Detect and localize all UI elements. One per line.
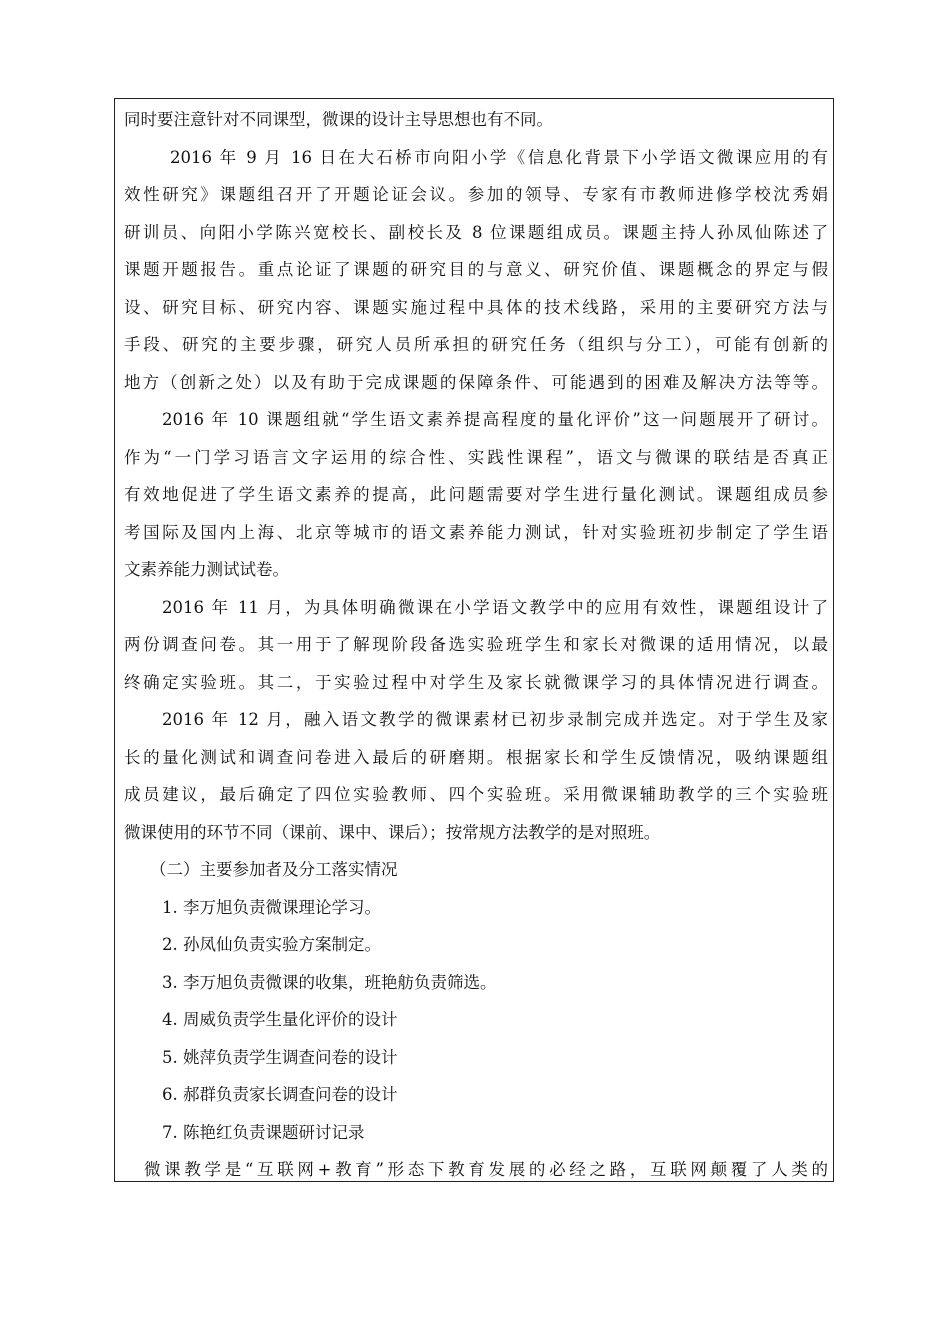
text-line: 2016 年 12 月，融入语文教学的微课素材已初步录制完成并选定。对于学生及家 (162, 710, 828, 729)
section-heading: （二）主要参加者及分工落实情况 (150, 860, 398, 879)
text-line: 作为“一门学习语言文字运用的综合性、实践性课程”，语文与微课的联结是否真正 (124, 447, 828, 467)
text-line: 研训员、向阳小学陈兴宽校长、副校长及 8 位课题组成员。课题主持人孙凤仙陈述了 (124, 222, 828, 242)
text-line: 效性研究》课题组召开了开题论证会议。参加的领导、专家有市教师进修学校沈秀娟 (124, 185, 828, 204)
text-line: 两份调查问卷。其一用于了解现阶段备选实验班学生和家长对微课的适用情况，以最 (124, 635, 828, 654)
text-line: 2016 年 9 月 16 日在大石桥市向阳小学《信息化背景下小学语文微课应用的有 (170, 147, 828, 167)
text-line: 同时要注意针对不同课型，微课的设计主导思想也有不同。 (124, 110, 553, 129)
text-line: 微课教学是“互联网+教育”形态下教育发展的必经之路，互联网颠覆了人类的 (144, 1160, 828, 1179)
text-line: 终确定实验班。其二，于实验过程中对学生及家长就微课学习的具体情况进行调查。 (124, 672, 828, 692)
text-line: 有效地促进了学生语文素养的提高，此问题需要对学生进行量化测试。课题组成员参 (124, 485, 828, 504)
list-item: 2. 孙凤仙负责实验方案制定。 (162, 935, 381, 954)
text-line: 地方（创新之处）以及有助于完成课题的保障条件、可能遇到的困难及解决方法等等。 (124, 372, 828, 392)
text-line: 成员建议，最后确定了四位实验教师、四个实验班。采用微课辅助教学的三个实验班 (124, 785, 828, 804)
list-item: 1. 李万旭负责微课理论学习。 (162, 897, 381, 917)
list-item: 3. 李万旭负责微课的收集，班艳舫负责筛选。 (162, 972, 497, 992)
text-line: 文素养能力测试试卷。 (124, 560, 289, 579)
text-line: 微课使用的环节不同（课前、课中、课后）；按常规方法教学的是对照班。 (124, 822, 661, 842)
list-item: 6. 郝群负责家长调查问卷的设计 (162, 1085, 398, 1104)
text-line: 考国际及国内上海、北京等城市的语文素养能力测试，针对实验班初步制定了学生语 (124, 522, 828, 542)
text-line: 2016 年 11 月，为具体明确微课在小学语文教学中的应用有效性，课题组设计了 (162, 597, 828, 617)
document-body (124, 101, 828, 1189)
text-line: 长的量化测试和调查问卷进入最后的研磨期。根据家长和学生反馈情况，吸纳课题组 (124, 747, 828, 767)
list-item: 4. 周威负责学生量化评价的设计 (162, 1010, 398, 1029)
list-item: 5. 姚萍负责学生调查问卷的设计 (162, 1047, 398, 1067)
text-line: 设、研究目标、研究内容、课题实施过程中具体的技术线路，采用的主要研究方法与 (124, 297, 828, 317)
text-line: 课题开题报告。重点论证了课题的研究目的与意义、研究价值、课题概念的界定与假 (124, 260, 828, 279)
text-line: 手段、研究的主要步骤，研究人员所承担的研究任务（组织与分工），可能有创新的 (124, 335, 828, 354)
text-line: 2016 年 10 课题组就“学生语文素养提高程度的量化评价”这一问题展开了研讨。 (162, 410, 828, 429)
list-item: 7. 陈艳红负责课题研讨记录 (162, 1122, 365, 1142)
